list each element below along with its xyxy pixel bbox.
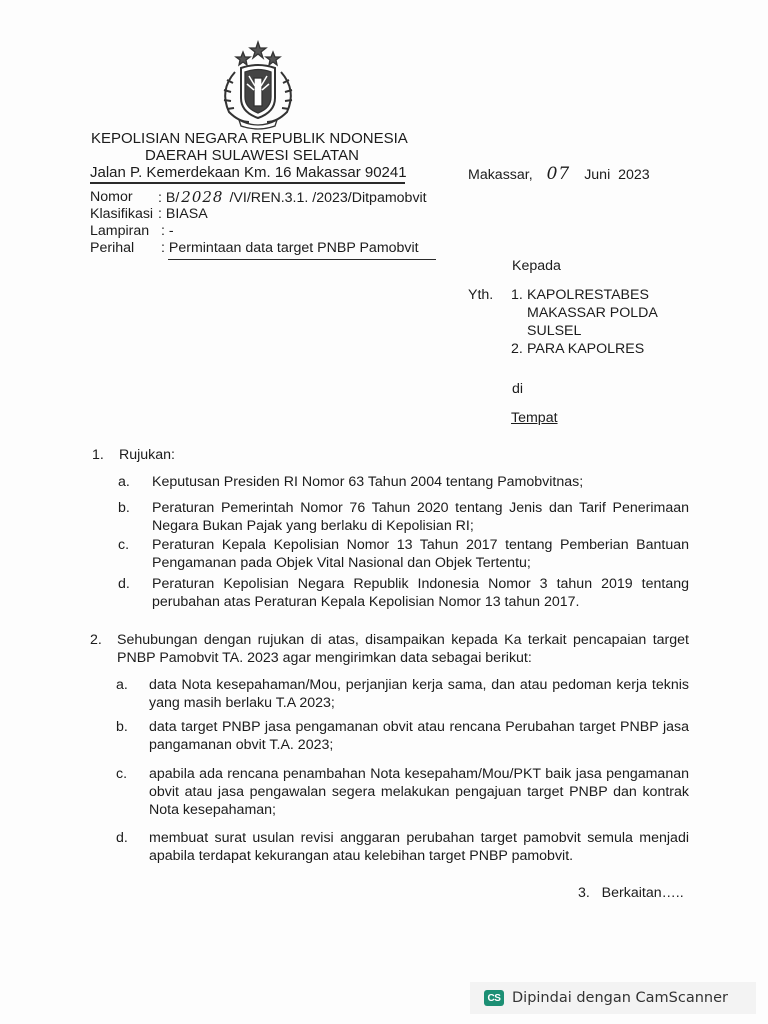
ref-d-text: Peraturan Kepolisian Negara Republik Indonesia Nomor 3 tahun 2019 tentang perubahan atas Peraturan Kepala Kepolisian Nomor 13 tahun 2017. bbox=[152, 576, 689, 610]
req-c-text: apabila ada rencana penambahan Nota kesepaham/Mou/PKT baik jasa pengamanan obvit atau jasa pengawalan segera melakukan pengajuan target PNBP dan kontrak Nota kesepahaman; bbox=[149, 766, 689, 818]
req-a-marker: a. bbox=[116, 677, 128, 693]
ref-a-text: Keputusan Presiden RI Nomor 63 Tahun 2004 tentang Pamobvitnas; bbox=[152, 474, 584, 490]
ref-d-marker: d. bbox=[118, 576, 130, 592]
date-city: Makassar, bbox=[468, 167, 533, 183]
recipient-1-num: 1. bbox=[511, 287, 523, 303]
req-c-marker: c. bbox=[116, 766, 128, 782]
meta-klasifikasi-value: : BIASA bbox=[158, 206, 208, 222]
meta-perihal-value: : Permintaan data target PNBP Pamobvit bbox=[161, 240, 419, 256]
req-b-marker: b. bbox=[116, 719, 128, 735]
recipient-1-line3: SULSEL bbox=[527, 323, 582, 339]
nomor-handwritten: 2028 bbox=[181, 188, 224, 206]
recipient-di: di bbox=[512, 381, 524, 397]
ref-b-marker: b. bbox=[118, 500, 130, 516]
section1-number: 1. bbox=[92, 447, 104, 463]
org-address: Jalan P. Kemerdekaan Km. 16 Makassar 90241 bbox=[90, 164, 407, 181]
recipient-2-line1: PARA KAPOLRES bbox=[527, 341, 645, 357]
letter-date bbox=[468, 165, 650, 184]
camscanner-watermark bbox=[470, 982, 756, 1014]
nomor-prefix: : B/ bbox=[158, 190, 180, 206]
meta-perihal-label: Perihal bbox=[90, 240, 135, 256]
recipient-yth: Yth. bbox=[468, 287, 494, 303]
recipient-1-line1: KAPOLRESTABES bbox=[527, 287, 649, 303]
recipient-1-line2: MAKASSAR POLDA bbox=[527, 305, 658, 321]
meta-klasifikasi-label: Klasifikasi bbox=[90, 206, 154, 222]
org-name-line2: DAERAH SULAWESI SELATAN bbox=[145, 147, 359, 164]
ref-a-marker: a. bbox=[118, 474, 130, 490]
req-a-text: data Nota kesepahaman/Mou, perjanjian kerja sama, dan atau pedoman kerja teknis yang masih berlaku T.A 2023; bbox=[149, 677, 689, 711]
date-day-handwritten: 07 bbox=[546, 164, 571, 184]
meta-nomor-label: Nomor bbox=[90, 189, 133, 205]
camscanner-icon: CS bbox=[484, 990, 504, 1006]
date-month-year: Juni 2023 bbox=[584, 167, 650, 183]
recipient-2-num: 2. bbox=[511, 341, 523, 357]
req-d-text: membuat surat usulan revisi anggaran perubahan target pamobvit semula menjadi apabila terdapat kekurangan atau kelebihan target PNBP pamobvit. bbox=[149, 830, 689, 864]
police-emblem-icon bbox=[205, 40, 311, 132]
page-continuation: 3. Berkaitan….. bbox=[578, 885, 684, 901]
recipient-tempat: Tempat bbox=[511, 410, 558, 426]
ref-c-marker: c. bbox=[118, 537, 130, 553]
ref-b-text: Peraturan Pemerintah Nomor 76 Tahun 2020 tentang Jenis dan Tarif Penerimaan Negara Bukan Pajak yang berlaku di Kepolisian RI; bbox=[152, 500, 689, 534]
meta-lampiran-label: Lampiran bbox=[90, 223, 150, 239]
ref-c-text: Peraturan Kepala Kepolisian Nomor 13 Tahun 2017 tentang Pemberian Bantuan Pengamanan pada Objek Vital Nasional dan Objek Tertentu; bbox=[152, 537, 689, 571]
meta-lampiran-value: : - bbox=[161, 223, 174, 239]
section2-intro: Sehubungan dengan rujukan di atas, disampaikan kepada Ka terkait pencapaian target PNBP Pamobvit TA. 2023 agar mengirimkan data sebagai berikut: bbox=[117, 632, 689, 666]
req-b-text: data target PNBP jasa pengamanan obvit atau rencana Perubahan target PNBP jasa pangamanan obvit T.A. 2023; bbox=[149, 719, 689, 753]
req-d-marker: d. bbox=[116, 830, 128, 846]
letterhead-divider bbox=[90, 182, 405, 184]
section2-number: 2. bbox=[90, 632, 102, 648]
perihal-underline bbox=[168, 259, 436, 260]
recipient-kepada: Kepada bbox=[512, 258, 561, 274]
camscanner-text: Dipindai dengan CamScanner bbox=[512, 990, 729, 1006]
org-name-line1: KEPOLISIAN NEGARA REPUBLIK NDONESIA bbox=[91, 130, 408, 147]
section1-title: Rujukan: bbox=[119, 447, 175, 463]
nomor-suffix: /VI/REN.3.1. /2023/Ditpamobvit bbox=[229, 190, 427, 206]
